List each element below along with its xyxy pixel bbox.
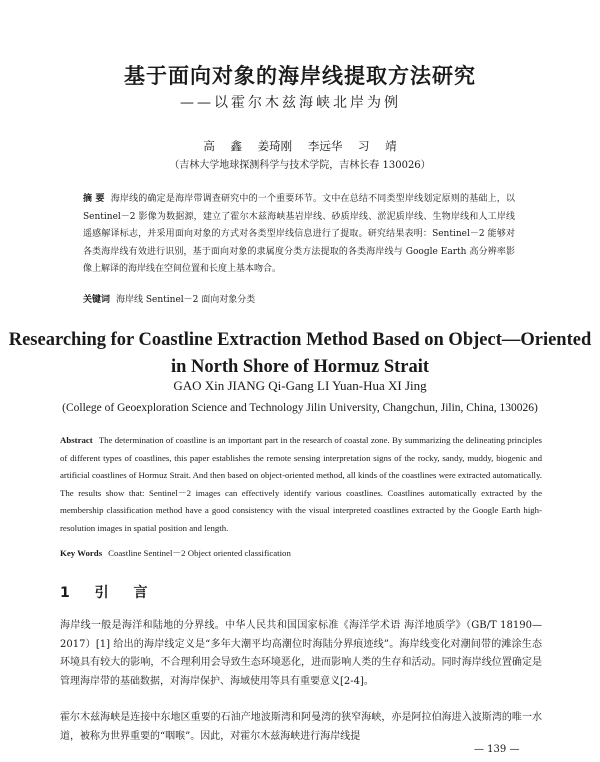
cn-keywords-label: 关键词 bbox=[83, 295, 111, 305]
cn-affiliation: （吉林大学地球探测科学与技术学院，吉林长春 130026） bbox=[169, 160, 431, 171]
section-heading bbox=[60, 582, 158, 602]
cn-abstract-label: 摘 要 bbox=[83, 194, 105, 204]
cn-abstract-text: 海岸线的确定是海岸带调查研究中的一个重要环节。文中在总结不同类型岸线划定原则的基础上，以 Sentinel－2 影像为数据源，建立了霍尔木兹海峡基岩岸线、砂质岸线、淤泥质岸线、生物岸线和人工岸线遥感解译标志，并采用面向对象的方式对各类型岸线信息进行了提取。研究结果表明：Sentinel－2 能够对各类海岸线有效进行识别，基于面向对象的隶属度分类方法提取的各类海岸线与 Google Earth 高分辨率影像上解译的海岸线在空间位置和长度上基本吻合。 bbox=[83, 194, 515, 274]
cn-abstract bbox=[83, 191, 515, 279]
cn-keywords-text: 海岸线 Sentinel－2 面向对象分类 bbox=[116, 295, 256, 305]
section-title: 引 言 bbox=[94, 585, 158, 601]
en-title: Researching for Coastline Extraction Method Based on Object—Oriented in North Shore of Hormuz Strait bbox=[8, 330, 592, 377]
en-abstract-text: The determination of coastline is an important part in the research of coastal zone. By summarizing the delineating principles of different types of coastlines, this paper establishes the remote sensing interpretation signs of the rocky, sandy, muddy, biogenic and artificial coastlines of Hormuz Strait. And then based on object-oriented method, all kinds of the coastlines were extracted automatically. The results show that: Sentinel－2 images can effectively identify various coastlines. Coastlines automatically extracted by the membership classification method have a good consistency with the visual interpreted coastlines extracted by the Google Earth high-resolution images in spatial position and length. bbox=[60, 435, 542, 533]
cn-title: 基于面向对象的海岸线提取方法研究 bbox=[124, 64, 476, 88]
section-number: 1 bbox=[60, 585, 80, 601]
cn-subtitle: ——以霍尔木兹海峡北岸为例 bbox=[180, 95, 401, 111]
en-keywords bbox=[60, 546, 291, 559]
en-authors: GAO Xin JIANG Qi-Gang LI Yuan-Hua XI Jing bbox=[173, 378, 427, 393]
page-number: — 139 — bbox=[474, 744, 520, 755]
body-paragraph-1: 海岸线一般是海洋和陆地的分界线。中华人民共和国国家标准《海洋学术语 海洋地质学》（GB/T 18190—2017）[1] 给出的海岸线定义是“多年大潮平均高潮位时海陆分界痕迹线”。海岸线变化对潮间带的滩涂生态环境具有较大的影响，不合理利用会导致生态环境恶化，进而影响人类的生存和活动。同时海岸线位置确定是管理海岸带的基础数据，对海岸保护、海域使用等具有重要意义[2-4]。 bbox=[60, 620, 542, 687]
en-abstract bbox=[60, 432, 542, 538]
cn-authors: 高 鑫 姜琦刚 李远华 习 靖 bbox=[203, 139, 397, 153]
en-affiliation: (College of Geoexploration Science and Technology Jilin University, Changchun, Jilin, China, 130026) bbox=[62, 402, 538, 414]
en-abstract-label: Abstract bbox=[60, 435, 93, 445]
cn-keywords bbox=[83, 292, 255, 305]
en-keywords-text: Coastline Sentinel－2 Object oriented classification bbox=[108, 548, 291, 558]
en-keywords-label: Key Words bbox=[60, 548, 103, 558]
body-paragraph-2: 霍尔木兹海峡是连接中东地区重要的石油产地波斯湾和阿曼湾的狭窄海峡，亦是阿拉伯海进入波斯湾的唯一水道，被称为世界重要的“咽喉”。因此，对霍尔木兹海峡进行海岸线提 bbox=[60, 712, 542, 742]
